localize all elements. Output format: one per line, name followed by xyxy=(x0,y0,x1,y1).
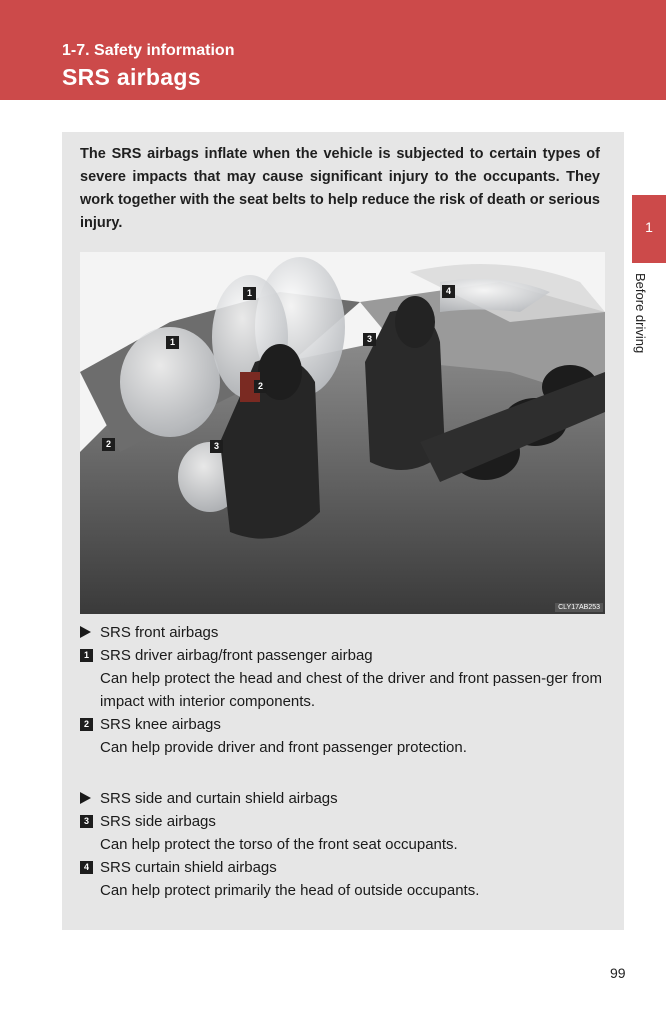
callout-2-driver: 2 xyxy=(102,438,115,451)
list-item xyxy=(80,713,610,736)
chapter-number: 1 xyxy=(645,219,653,235)
group-heading: SRS side and curtain shield airbags xyxy=(80,787,610,810)
front-airbags-group xyxy=(80,621,610,759)
number-badge-icon: 3 xyxy=(80,815,93,828)
item-title: SRS driver airbag/front passenger airbag xyxy=(100,647,373,664)
triangle-bullet-icon xyxy=(80,792,91,804)
car-interior-drawing xyxy=(80,252,605,614)
list-item xyxy=(80,644,610,667)
airbag-illustration xyxy=(80,252,605,614)
section-label: 1-7. Safety information xyxy=(62,42,235,59)
chapter-tab[interactable] xyxy=(632,195,666,263)
page-title: SRS airbags xyxy=(62,64,201,90)
page-number: 99 xyxy=(610,965,626,981)
triangle-bullet-icon xyxy=(80,626,91,638)
callout-3-passenger: 3 xyxy=(363,333,376,346)
callout-3-driver: 3 xyxy=(210,440,223,453)
item-description: Can help protect the torso of the front seat occupants. xyxy=(100,836,458,853)
callout-4-curtain: 4 xyxy=(442,285,455,298)
callout-1-driver: 1 xyxy=(166,336,179,349)
list-item xyxy=(80,810,610,833)
item-title: SRS side airbags xyxy=(100,813,216,830)
number-badge-icon: 2 xyxy=(80,718,93,731)
figure-code: CLY17AB253 xyxy=(555,603,603,612)
list-item xyxy=(80,856,610,879)
chapter-header xyxy=(0,0,666,100)
number-badge-icon: 4 xyxy=(80,861,93,874)
side-airbags-group xyxy=(80,787,610,902)
group-heading: SRS front airbags xyxy=(80,621,610,644)
intro-paragraph: The SRS airbags inflate when the vehicle is subjected to certain types of severe impacts that may cause significant injury to the occupants. They work together with the seat belts to help reduce the risk of death or serious injury. xyxy=(80,146,600,231)
chapter-label: Before driving xyxy=(633,273,648,354)
item-title: SRS knee airbags xyxy=(100,716,221,733)
callout-2-passenger: 2 xyxy=(254,380,267,393)
item-description: Can help protect primarily the head of outside occupants. xyxy=(100,882,480,899)
number-badge-icon: 1 xyxy=(80,649,93,662)
item-title: SRS curtain shield airbags xyxy=(100,859,277,876)
callout-1-passenger: 1 xyxy=(243,287,256,300)
item-description: Can help provide driver and front passenger protection. xyxy=(100,739,467,756)
item-description: Can help protect the head and chest of the driver and front passen-ger from impact with interior components. xyxy=(100,670,602,710)
